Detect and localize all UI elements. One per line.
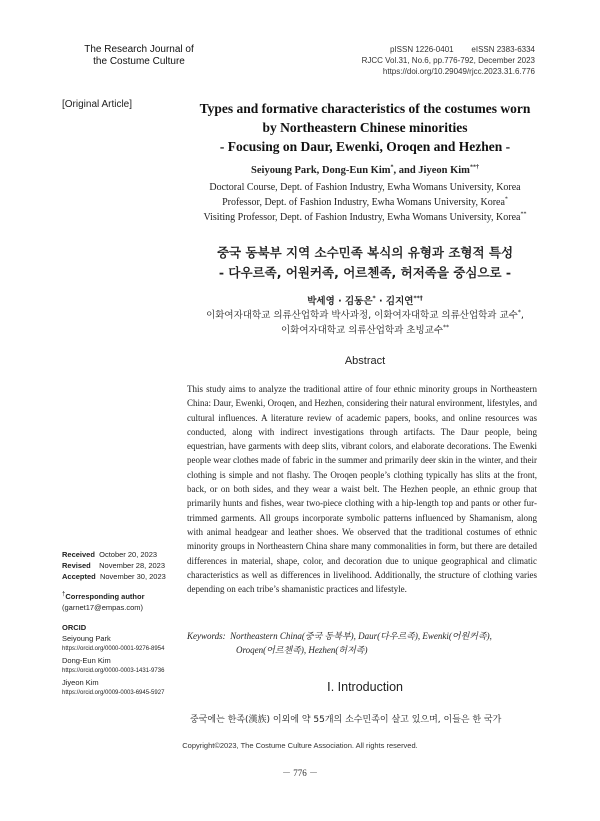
citation: RJCC Vol.31, No.6, pp.776-792, December 2023 [361, 56, 535, 65]
revised-date: November 28, 2023 [99, 561, 165, 570]
section-heading-introduction: Ⅰ. Introduction [327, 680, 403, 694]
corresponding-mark: † [62, 591, 66, 598]
accepted-label: Accepted [62, 572, 96, 581]
orcid-link-1[interactable]: https://orcid.org/0000-0001-9276-8954 [62, 646, 165, 652]
paper-title [175, 99, 555, 156]
title-ko-line2: - 다우르족, 어원커족, 어르첸족, 허저족을 중심으로 - [218, 265, 512, 280]
affiliation-2-mark: * [504, 196, 508, 203]
orcid-link-3[interactable]: https://orcid.org/0009-0003-6945-5927 [62, 690, 165, 696]
article-type: [Original Article] [62, 99, 133, 110]
author-3-mark: **† [469, 164, 479, 171]
orcid-link-2[interactable]: https://orcid.org/0000-0003-1431-9736 [62, 668, 165, 674]
author-ko-1: 박세영 · 김동은 [307, 296, 373, 307]
issn-block [330, 44, 535, 77]
affiliations-en [185, 180, 545, 225]
page-number: － 776 － [281, 768, 318, 778]
introduction-text: 중국에는 한족(漢族) 이외에 약 55개의 소수민족이 살고 있으며, 이들은 한 국가 [190, 715, 502, 725]
author-ko-3-mark: **† [413, 294, 423, 302]
affiliation-ko-2-mark: ** [443, 323, 450, 331]
journal-name-line1: The Research Journal of [84, 44, 194, 55]
affiliation-ko-1-mark: * [517, 308, 521, 316]
affiliation-ko-2: 이화여자대학교 의류산업학과 초빙교수 [280, 325, 444, 336]
orcid-name-1: Seiyoung Park [62, 634, 111, 643]
affiliation-3-mark: ** [520, 211, 527, 218]
keywords-line1: Northeastern China(중국 동북부), Daur(다우르족), Ewenki(어원커족), [230, 631, 492, 641]
orcid-name-2: Dong-Eun Kim [62, 656, 111, 665]
title-line1: Types and formative characteristics of the costumes worn [199, 101, 531, 116]
authors-korean [175, 293, 555, 307]
accepted-date: November 30, 2023 [99, 572, 166, 581]
authors-en [175, 165, 555, 176]
abstract-heading: Abstract [344, 355, 386, 367]
title-line2: by Northeastern Chinese minorities [262, 120, 468, 135]
orcid-name-3: Jiyeon Kim [62, 678, 99, 687]
article-info-sidebar [62, 549, 192, 699]
affiliation-2: Professor, Dept. of Fashion Industry, Ewha Womans University, Korea [222, 197, 505, 208]
abstract-body: This study aims to analyze the traditional attire of four ethnic minority groups in Northeastern China: Daur, Ewenki, Oroqen, and Hezhen, considering their natural environment, lifestyles, and cultural influences. A literature review of academic papers, books, and online resources was conducted, along with indirect investigations through artifacts. The Daur people, being equestrian, have garments with deep slits, vibrant colors, and elaborate decorations. The Ewenki people wear clothes made of fabric in the summer and primarily deer skin in the winter, and their clothing is simple and not flashy. The Oroqen people’s clothing typically has slits at the front, back, or on both sides, and they wear a waist belt. The Hezhen people, an ethnic group that primarily hunts and fishes, wear two-piece clothing with a hip-length top and pants or other fur-trimmed garments. All groups incorporate symbolic patterns influenced by Shamanism, along with animal headgear and leather shoes. We observed that the traditional costumes of ethnic minority groups in Northeastern China share many commonalities in form, but there are detailed differences in material, shape, color, and decoration due to unique geographical and climatic characteristics as well as differences in livelihood. Additionally, the structure of clothing varies depending on each tribe’s shamanistic practices and lifestyle. [187, 384, 537, 595]
affiliation-ko-1: 이화여자대학교 의류산업학과 박사과정, 이화여자대학교 의류산업학과 교수 [206, 310, 518, 321]
title-line3: - Focusing on Daur, Ewenki, Oroqen and Hezhen - [219, 139, 511, 154]
corresponding-email[interactable]: (garnet17@empas.com) [62, 603, 143, 612]
pissn: pISSN 1226-0401 [390, 45, 454, 54]
received-date: October 20, 2023 [99, 550, 158, 559]
author-ko-3: · 김지연 [375, 296, 414, 307]
eissn: eISSN 2383-6334 [471, 45, 535, 54]
affiliation-3: Visiting Professor, Dept. of Fashion Industry, Ewha Womans University, Korea [203, 212, 521, 223]
author-2-mark: * [390, 164, 394, 171]
author-1: Seiyoung Park, [251, 165, 322, 176]
affiliation-1: Doctoral Course, Dept. of Fashion Industry, Ewha Womans University, Korea [209, 182, 521, 193]
journal-name-line2: the Costume Culture [93, 56, 185, 67]
keywords [187, 629, 537, 657]
affiliations-korean: 이화여자대학교 의류산업학과 박사과정, 이화여자대학교 의류산업학과 교수*, 이화여자대학교 의류산업학과 초빙교수** [206, 308, 524, 336]
keywords-label: Keywords: [187, 631, 226, 641]
revised-label: Revised [62, 561, 91, 570]
author-2: Dong-Eun Kim [321, 165, 391, 176]
author-3: , and Jiyeon Kim [393, 165, 470, 176]
orcid-label: ORCID [62, 623, 87, 632]
paper-title-korean [175, 243, 555, 283]
title-ko-line1: 중국 동북부 지역 소수민족 복식의 유형과 조형적 특성 [216, 245, 514, 260]
corresponding-label: Corresponding author [65, 592, 145, 601]
copyright-notice: Copyright©2023, The Costume Culture Association. All rights reserved. [182, 741, 418, 750]
received-label: Received [62, 550, 95, 559]
journal-name [64, 44, 214, 68]
author-ko-2-mark: * [372, 294, 376, 302]
doi-link[interactable]: https://doi.org/10.29049/rjcc.2023.31.6.776 [382, 67, 535, 76]
keywords-line2: Oroqen(어르첸족), Hezhen(허저족) [236, 645, 368, 655]
